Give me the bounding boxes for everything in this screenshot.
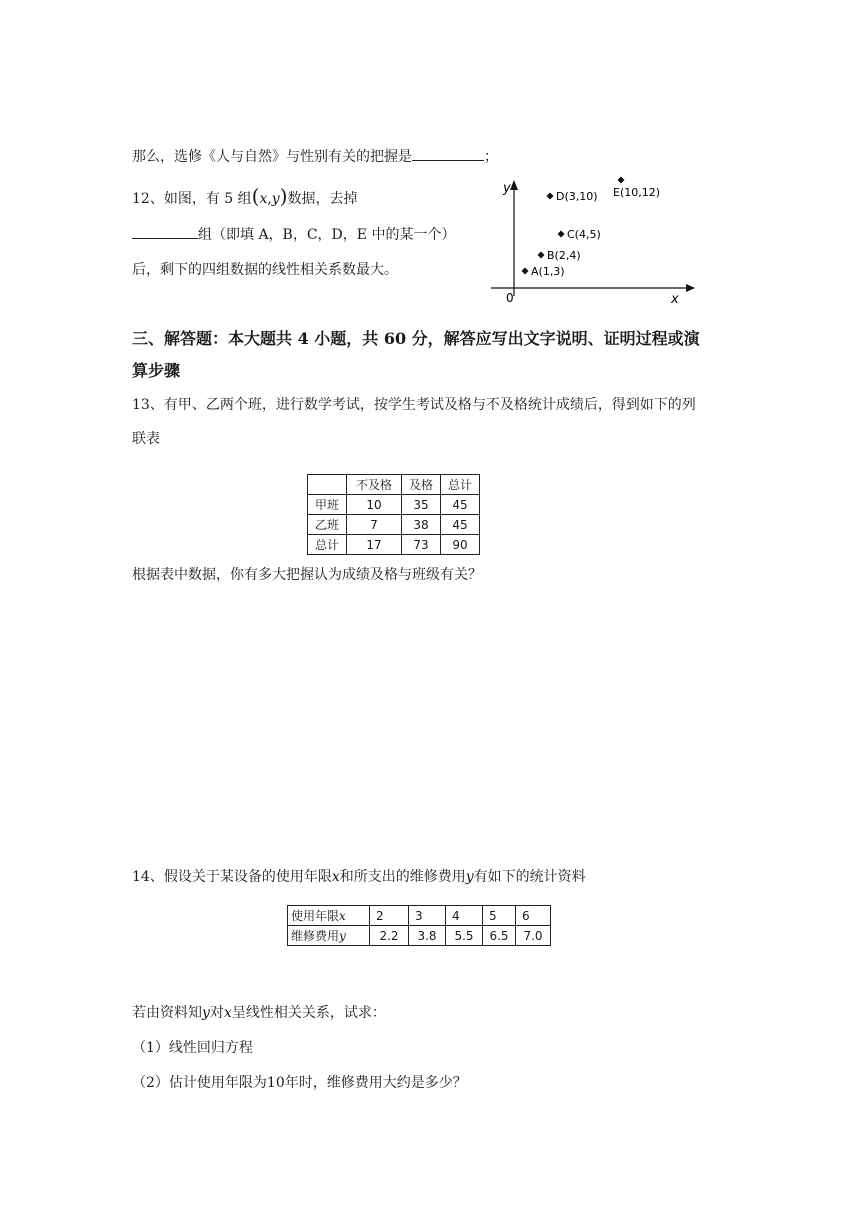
paren-close: ) — [279, 184, 288, 208]
q12-text-post: 数据，去掉 — [287, 191, 358, 207]
q12-text-line2: 组（即填 A，B，C，D，E 中的某一个） — [198, 227, 456, 243]
q14-condition-mid: 对 — [209, 1005, 224, 1021]
table-cell: 5.5 — [446, 926, 483, 946]
point-label: A(1,3) — [531, 265, 565, 278]
table-cell: 及格 — [402, 475, 441, 495]
var-y: y — [202, 1005, 210, 1021]
scatter-point — [538, 252, 545, 259]
table-cell: 3 — [409, 906, 446, 926]
table-row — [308, 535, 480, 555]
q11-answer-blank[interactable] — [412, 146, 484, 161]
section3-heading-line1: 三、解答题：本大题共 4 小题，共 60 分，解答应写出文字说明、证明过程或演 — [132, 329, 700, 348]
q14-text-mid: 和所支出的维修费用 — [339, 869, 466, 885]
q11-text: 那么，选修《人与自然》与性别有关的把握是 — [132, 149, 412, 165]
table-cell: 10 — [347, 495, 402, 515]
paren-open: ( — [251, 184, 260, 208]
q12-line3 — [132, 259, 398, 279]
axis-label-y: y — [503, 181, 511, 196]
q14-text-pre: 14、假设关于某设备的使用年限 — [132, 869, 332, 885]
table-cell: 5 — [483, 906, 516, 926]
table-cell: 2 — [370, 906, 409, 926]
var-y: y — [271, 191, 280, 207]
point-label: D(3,10) — [556, 190, 598, 203]
x-axis-arrow — [686, 284, 695, 292]
table-cell: 17 — [347, 535, 402, 555]
q13-line2: 联表 — [132, 431, 160, 447]
table-row — [288, 906, 551, 926]
q14-text-post: 有如下的统计资料 — [473, 869, 586, 885]
q12-answer-blank[interactable] — [132, 224, 198, 239]
q13-question: 根据表中数据，你有多大把握认为成绩及格与班级有关？ — [132, 567, 482, 583]
y-axis-arrow — [510, 180, 518, 190]
table-cell: 总计 — [308, 535, 347, 555]
scatter-figure — [485, 172, 700, 306]
var-x: x — [223, 1005, 232, 1021]
table-row — [308, 495, 480, 515]
axis-label-x: x — [671, 292, 679, 306]
q14-condition-pre: 若由资料知 — [132, 1005, 202, 1021]
scatter-point — [522, 268, 529, 275]
q11-line — [132, 146, 498, 166]
var-x: x — [259, 191, 268, 207]
table-cell: 45 — [441, 515, 480, 535]
table-cell: 甲班 — [308, 495, 347, 515]
q14-condition — [132, 1002, 386, 1022]
origin-label: 0 — [506, 291, 514, 305]
q13-line1: 13、有甲、乙两个班，进行数学考试，按学生考试及格与不及格统计成绩后，得到如下的列 — [132, 397, 696, 413]
table-row — [288, 926, 551, 946]
q13-contingency-table — [307, 474, 480, 555]
q14-data-table — [287, 905, 551, 946]
table-cell — [308, 475, 347, 495]
table-cell: 总计 — [441, 475, 480, 495]
row-label-text: 使用年限 — [291, 909, 340, 923]
q12-line2 — [132, 224, 455, 244]
q14-part2: （2）估计使用年限为10年时，维修费用大约是多少？ — [132, 1075, 467, 1091]
table-cell: 6.5 — [483, 926, 516, 946]
point-label: C(4,5) — [567, 228, 601, 241]
var-y: y — [339, 929, 346, 943]
var-x: x — [339, 909, 346, 923]
q11-end-punct: ； — [484, 149, 498, 165]
table-cell: 35 — [402, 495, 441, 515]
table-cell: 不及格 — [347, 475, 402, 495]
table-row — [308, 515, 480, 535]
var-y: y — [465, 869, 474, 885]
point-label: B(2,4) — [547, 249, 581, 262]
table-cell: 7 — [347, 515, 402, 535]
scatter-point — [558, 231, 565, 238]
table-cell: 6 — [516, 906, 551, 926]
table-cell: 73 — [402, 535, 441, 555]
table-row-label — [288, 906, 370, 926]
row-label-text: 维修费用 — [291, 929, 340, 943]
table-row-label — [288, 926, 370, 946]
table-cell: 4 — [446, 906, 483, 926]
point-label: E(10,12) — [613, 186, 661, 199]
scatter-point — [618, 177, 625, 184]
table-row-header — [308, 475, 480, 495]
table-cell: 90 — [441, 535, 480, 555]
scatter-point — [547, 193, 554, 200]
table-cell: 38 — [402, 515, 441, 535]
section3-heading-line2: 算步骤 — [132, 361, 181, 380]
q12-line1 — [132, 184, 358, 208]
q12-text-line3: 后，剩下的四组数据的线性相关系数最大。 — [132, 262, 398, 278]
comma: , — [267, 191, 272, 207]
var-x: x — [331, 869, 340, 885]
table-cell: 45 — [441, 495, 480, 515]
q14-line1 — [132, 866, 586, 886]
table-cell: 3.8 — [409, 926, 446, 946]
table-cell: 7.0 — [516, 926, 551, 946]
table-cell: 乙班 — [308, 515, 347, 535]
q14-condition-post: 呈线性相关关系，试求： — [231, 1005, 386, 1021]
table-cell: 2.2 — [370, 926, 409, 946]
q12-text-pre: 12、如图，有 5 组 — [132, 191, 252, 207]
q14-part1: （1）线性回归方程 — [132, 1040, 253, 1056]
